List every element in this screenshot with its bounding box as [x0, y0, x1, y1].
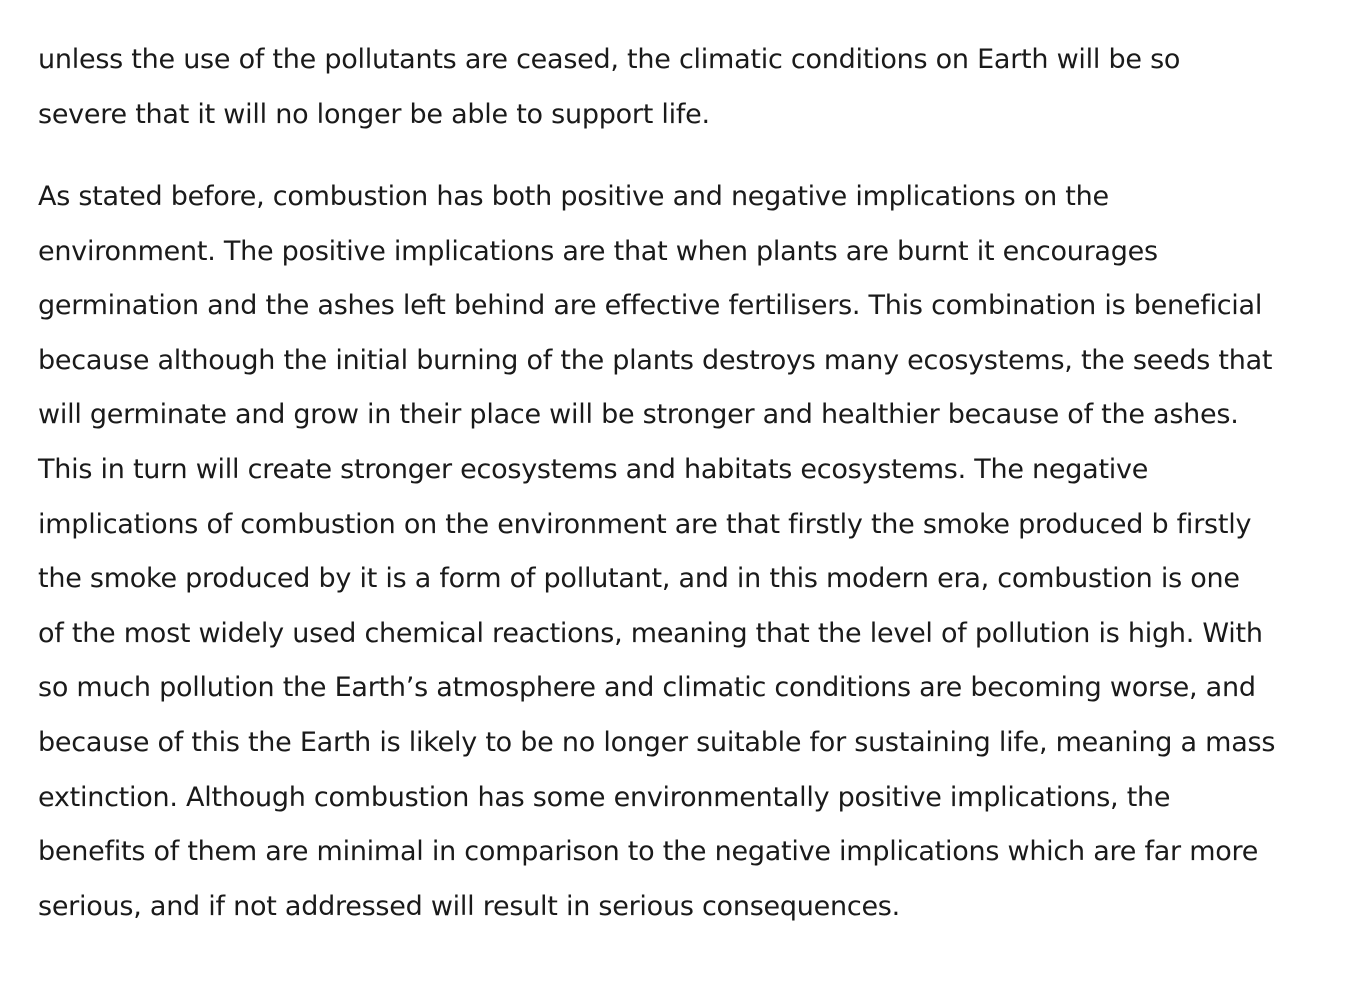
- paragraph-line: will germinate and grow in their place will be stronger and healthier because of the ashes.: [38, 399, 1239, 431]
- paragraph-line: unless the use of the pollutants are ceased, the climatic conditions on Earth will be so: [38, 44, 1181, 75]
- paragraph-line: benefits of them are minimal in comparison to the negative implications which are far more: [38, 836, 1259, 868]
- paragraph-line: because of this the Earth is likely to be no longer suitable for sustaining life, meaning a mass: [38, 726, 1276, 758]
- paragraph-line: germination and the ashes left behind are effective fertilisers. This combination is beneficial: [38, 290, 1263, 322]
- paragraph-line: implications of combustion on the environment are that firstly the smoke produced b firstly: [38, 508, 1252, 540]
- paragraph-line: the smoke produced by it is a form of pollutant, and in this modern era, combustion is one: [38, 563, 1240, 595]
- paragraph-1: [38, 33, 1338, 142]
- paragraph-2: [38, 170, 1338, 934]
- paragraph-line: This in turn will create stronger ecosystems and habitats ecosystems. The negative: [38, 453, 1149, 485]
- paragraph-line: environment. The positive implications are that when plants are burnt it encourages: [38, 235, 1158, 267]
- paragraph-line: serious, and if not addressed will result in serious consequences.: [38, 890, 900, 922]
- paragraph-line: because although the initial burning of the plants destroys many ecosystems, the seeds that: [38, 344, 1273, 376]
- paragraph-line: so much pollution the Earth’s atmosphere and climatic conditions are becoming worse, and: [38, 672, 1256, 704]
- paragraph-line: of the most widely used chemical reactions, meaning that the level of pollution is high. With: [38, 617, 1263, 649]
- paragraph-line: extinction. Although combustion has some environmentally positive implications, the: [38, 781, 1171, 813]
- paragraph-line: severe that it will no longer be able to support life.: [38, 98, 710, 130]
- paragraph-line: As stated before, combustion has both positive and negative implications on the: [38, 181, 1109, 212]
